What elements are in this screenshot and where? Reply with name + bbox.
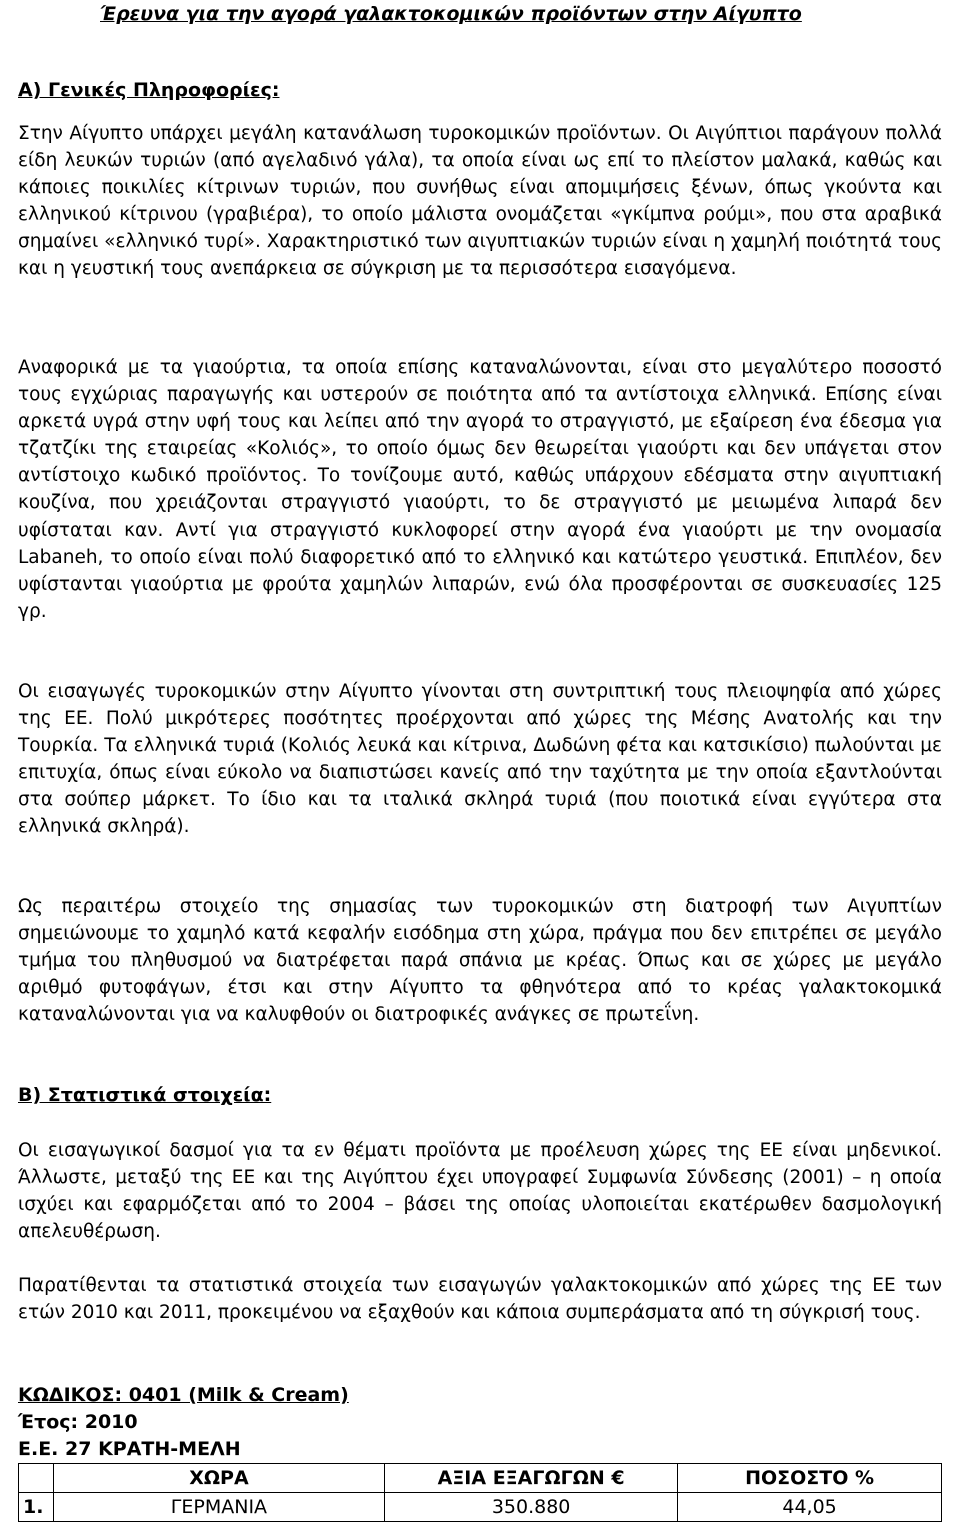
product-code-line: ΚΩΔΙΚΟΣ: 0401 (Milk & Cream) — [18, 1384, 349, 1406]
header-percentage: ΠΟΣΟΣΤΟ % — [678, 1464, 942, 1493]
row-export-value: 350.880 — [385, 1493, 678, 1522]
header-export-value: ΑΞΙΑ ΕΞΑΓΩΓΩΝ € — [385, 1464, 678, 1493]
table-header-row — [19, 1464, 942, 1493]
document-title: Έρευνα για την αγορά γαλακτοκομικών προϊόντων στην Αίγυπτο — [100, 3, 802, 25]
year-line: Έτος: 2010 — [18, 1411, 138, 1433]
paragraph-yogurt: Αναφορικά με τα γιαούρτια, τα οποία επίσης καταναλώνονται, είναι στο μεγαλύτερο ποσοστό τους εγχώριας παραγωγής και υστερούν σε ποιότητα από τα αντίστοιχα ελληνικά. Επίσης είναι αρκετά υγρά στην υφή τους και λείπει από την αγορά το στραγγιστό, με εξαίρεση ένα έδεσμα για τζατζίκι της εταιρείας «Κολιός», το οποίο όμως δεν θεωρείται γιαούρτι και δεν υπάγεται στον αντίστοιχο κωδικό προϊόντος. Το τονίζουμε αυτό, καθώς υπάρχουν εδέσματα στην αιγυπτιακή κουζίνα, που χρειάζονται στραγγιστό γιαούρτι, το δε στραγγιστό με μειωμένα λιπαρά δεν υφίσταται καν. Αντί για στραγγιστό κυκλοφορεί στην αγορά ένα γιαούρτι με την ονομασία Labaneh, το οποίο είναι πολύ διαφορετικό από το ελληνικό και κατώτερο γευστικά. Επιπλέον, δεν υφίστανται γιαούρτια με φρούτα χαμηλών λιπαρών, ενώ όλα προσφέρονται σε συσκευασίες 125 γρ. — [18, 357, 942, 622]
header-country: ΧΩΡΑ — [53, 1464, 384, 1493]
paragraph-imports: Οι εισαγωγές τυροκομικών στην Αίγυπτο γίνονται στη συντριπτική τους πλειοψηφία από χώρες της ΕΕ. Πολύ μικρότερες ποσότητες προέρχονται από χώρες της Μέσης Ανατολής και την Τουρκία. Τα ελληνικά τυριά (Κολιός λευκά και κίτρινα, Δωδώνη φέτα και κατσικίσιο) πωλούνται με επιτυχία, όπως είναι εύκολο να διαπιστώσει κανείς από την ταχύτητα με την οποία εξαντλούνται στα σούπερ μάρκετ. Το ίδιο και τα ιταλικά σκληρά τυριά (που ποιοτικά είναι εγγύτερα στα ελληνικά σκληρά). — [18, 681, 942, 838]
row-percentage: 44,05 — [678, 1493, 942, 1522]
paragraph-nutrition: Ως περαιτέρω στοιχείο της σημασίας των τυροκομικών στη διατροφή των Αιγυπτίων σημειώνουμε το χαμηλό κατά κεφαλήν εισόδημα στη χώρα, πράγμα που δεν επιτρέπει σε μεγάλο τμήμα του πληθυσμού να διατρέφεται παρά σπάνια με κρέας. Όπως και σε χώρες με μεγάλο αριθμό φυτοφάγων, έτσι και στην Αίγυπτο τα φθηνότερα από το κρέας γαλακτοκομικά καταναλώνονται για να καλυφθούν οι διατροφικές ανάγκες σε πρωτεΐνη. — [18, 896, 942, 1026]
header-index — [19, 1464, 54, 1493]
paragraph-statistics-intro: Παρατίθενται τα στατιστικά στοιχεία των εισαγωγών γαλακτοκομικών από χώρες της ΕΕ των ετών 2010 και 2011, προκειμένου να εξαχθούν και κάποια συμπεράσματα από τη σύγκρισή τους. — [18, 1275, 942, 1324]
paragraph-cheese-overview: Στην Αίγυπτο υπάρχει μεγάλη κατανάλωση τυροκομικών προϊόντων. Οι Αιγύπτιοι παράγουν πολλά είδη λευκών τυριών (από αγελαδινό γάλα), τα οποία είναι ως επί το πλείστον μαλακά, καθώς και κάποιες ποικιλίες κίτρινων τυριών, που συνήθως είναι απομιμήσεις ξένων, όπως γκούντα και ελληνικού κίτρινου (γραβιέρα), το οποίο μάλιστα ονομάζεται «γκίμπνα ρούμι», που στα αραβικά σημαίνει «ελληνικό τυρί». Χαρακτηριστικό των αιγυπτιακών τυριών είναι η χαμηλή ποιότητά τους και η γευστική τους ανεπάρκεια σε σύγκριση με τα περισσότερα εισαγόμενα. — [18, 123, 942, 280]
section-b-heading: Β) Στατιστικά στοιχεία: — [18, 1084, 272, 1106]
product-code-block — [18, 1382, 349, 1463]
section-a-heading: Α) Γενικές Πληροφορίες: — [18, 79, 280, 101]
imports-table — [18, 1463, 942, 1522]
eu-members-line: Ε.Ε. 27 ΚΡΑΤΗ-ΜΕΛΗ — [18, 1438, 241, 1460]
row-index: 1. — [19, 1493, 54, 1522]
row-country: ΓΕΡΜΑΝΙΑ — [53, 1493, 384, 1522]
table-row — [19, 1493, 942, 1522]
paragraph-tariffs: Οι εισαγωγικοί δασμοί για τα εν θέματι προϊόντα με προέλευση χώρες της ΕΕ είναι μηδενικοί. Άλλωστε, μεταξύ της ΕΕ και της Αιγύπτου έχει υπογραφεί Συμφωνία Σύνδεσης (2001) – η οποία ισχύει και εφαρμόζεται από το 2004 – βάσει της οποίας υλοποιείται εκατέρωθεν δασμολογική απελευθέρωση. — [18, 1140, 942, 1243]
